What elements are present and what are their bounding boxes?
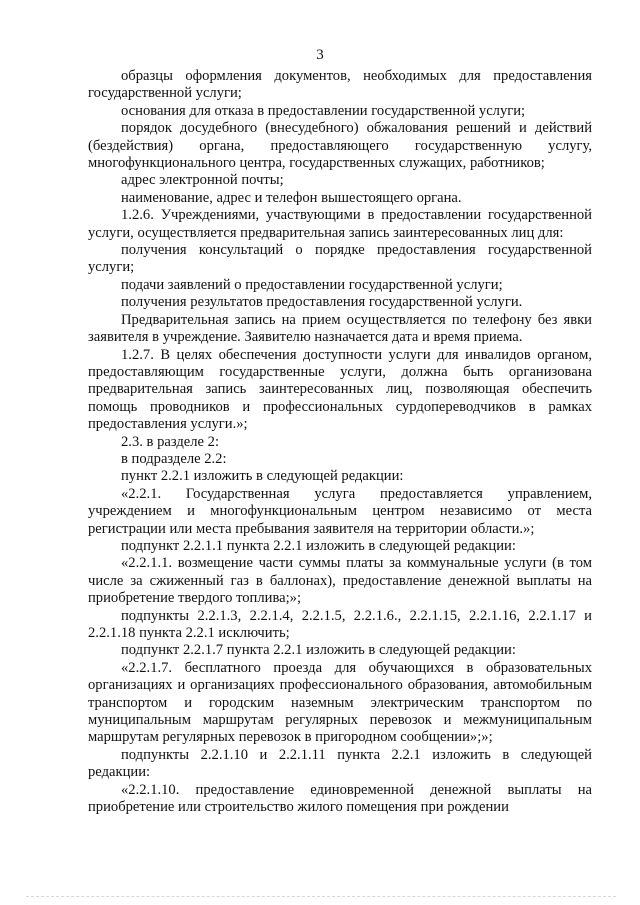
paragraph: подачи заявлений о предоставлении государственной услуги;	[121, 276, 503, 293]
paragraph: «2.2.1.10. предоставление единовременной денежной выплаты на приобретение или строительство жилого помещения при рождении	[88, 781, 592, 816]
paragraph: «2.2.1. Государственная услуга предоставляется управлением, учреждением и многофункциональным центром независимо от места регистрации или места пребывания заявителя на территории области.»;	[88, 485, 592, 537]
paragraph: подпункты 2.2.1.3, 2.2.1.4, 2.2.1.5, 2.2.1.6., 2.2.1.15, 2.2.1.16, 2.2.1.17 и 2.2.1.18 пункта 2.2.1 исключить;	[88, 607, 592, 641]
paragraph: 1.2.7. В целях обеспечения доступности услуги для инвалидов органом, предоставляющим государственные услуги, должна быть организована предварительная запись заинтересованных лиц, позволяющая обеспечить помощь проводников и профессиональных сурдопереводчиков в рамках предоставления услуги.»;	[88, 346, 592, 433]
paragraph: основания для отказа в предоставлении государственной услуги;	[121, 102, 526, 119]
paragraph: подпункт 2.2.1.1 пункта 2.2.1 изложить в следующей редакции:	[121, 537, 516, 554]
paragraph: пункт 2.2.1 изложить в следующей редакции:	[121, 468, 404, 485]
paragraph: образцы оформления документов, необходимых для предоставления государственной услуги;	[88, 68, 592, 102]
paragraph: 1.2.6. Учреждениями, участвующими в предоставлении государственной услуги, осуществляется предварительная запись заинтересованных лиц для:	[88, 207, 592, 241]
paragraph: подпункт 2.2.1.7 пункта 2.2.1 изложить в следующей редакции:	[121, 642, 516, 659]
paragraph: получения результатов предоставления государственной услуги.	[121, 294, 523, 311]
paragraph: подпункты 2.2.1.10 и 2.2.1.11 пункта 2.2.1 изложить в следующей редакции:	[88, 746, 592, 781]
page-number: 3	[316, 47, 324, 63]
paragraph: наименование, адрес и телефон вышестоящего органа.	[121, 189, 462, 206]
paragraph: «2.2.1.7. бесплатного проезда для обучающихся в образовательных организациях и организациях профессионального образования, автомобильным транспортом и городским наземным электрическим транспортом по муниципальным маршрутам регулярных перевозок и межмуниципальным маршрутам регулярных перевозок в пригородном сообщении»;»;	[88, 659, 592, 746]
paragraph: 2.3. в разделе 2:	[121, 433, 220, 450]
paragraph: адрес электронной почты;	[121, 172, 284, 189]
paragraph: в подразделе 2.2:	[121, 450, 227, 467]
paragraph: порядок досудебного (внесудебного) обжалования решений и действий (бездействия) органа, предоставляющего государственную услугу, многофункционального центра, государственных служащих, работников;	[88, 120, 592, 172]
paragraph: «2.2.1.1. возмещение части суммы платы за коммунальные услуги (в том числе за сжиженный газ в баллонах), предоставление денежной выплаты на приобретение твердого топлива;»;	[88, 555, 592, 607]
document-body	[88, 68, 592, 816]
paragraph: Предварительная запись на прием осуществляется по телефону без явки заявителя в учреждение. Заявителю назначается дата и время приема.	[88, 311, 592, 346]
scan-edge-marks	[26, 896, 616, 900]
paragraph: получения консультаций о порядке предоставления государственной услуги;	[88, 242, 592, 276]
